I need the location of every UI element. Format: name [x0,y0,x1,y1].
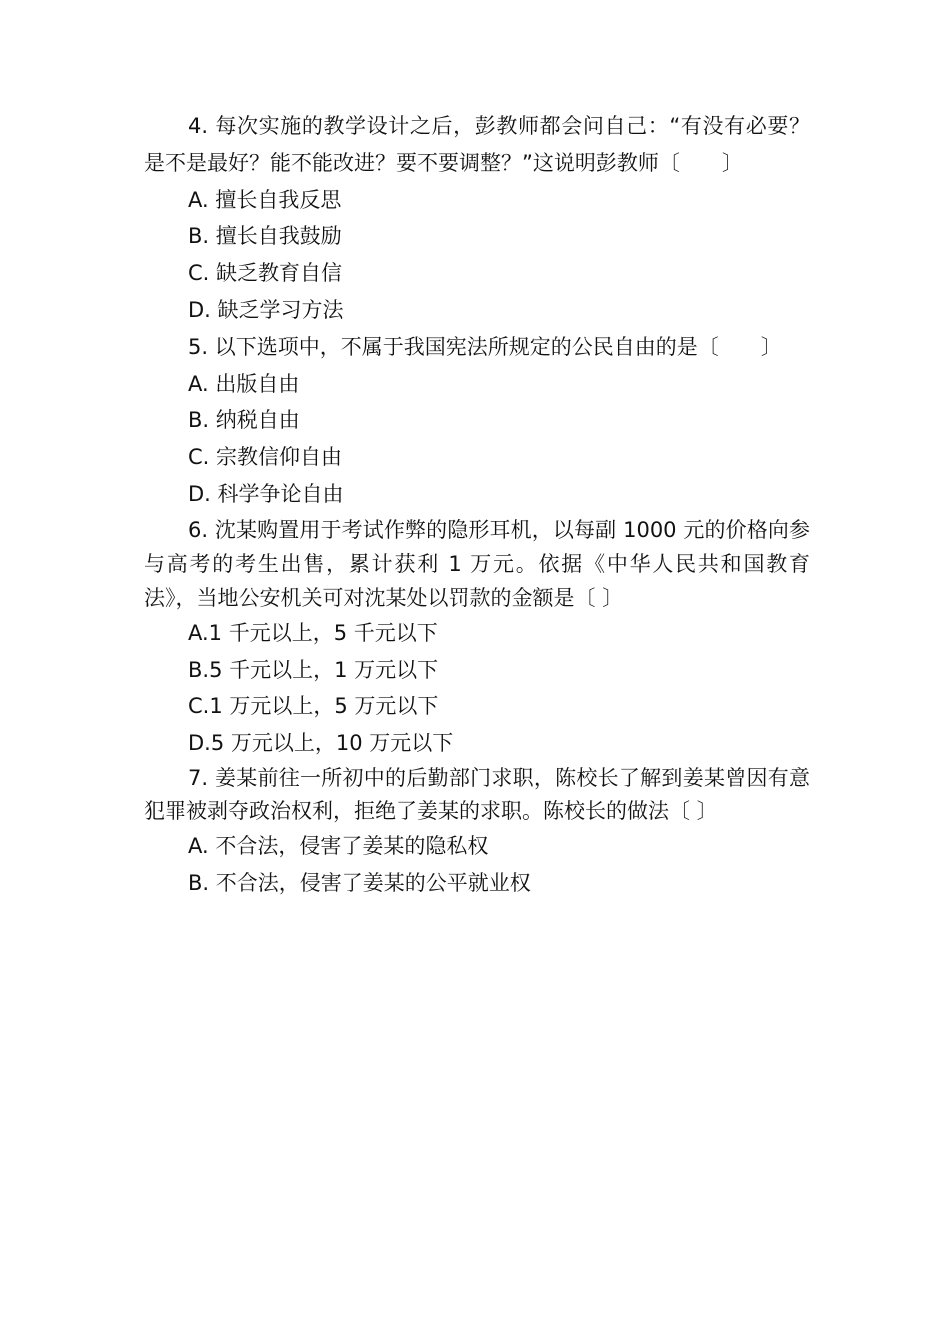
option-c: C.1 万元以上，5 万元以下 [188,694,439,719]
option-a: A. 出版自由 [188,371,300,396]
option-b: B. 擅长自我鼓励 [188,224,342,249]
question-5 [144,329,810,513]
option-d: D.5 万元以上，10 万元以下 [188,731,454,756]
question-4 [144,108,810,329]
option-d: D. 缺乏学习方法 [188,297,344,322]
option-c: C. 宗教信仰自由 [188,445,343,470]
option-a: A. 不合法，侵害了姜某的隐私权 [188,833,489,858]
question-list [144,108,810,902]
option-a: A.1 千元以上，5 千元以下 [188,620,438,645]
question-stem: 5. 以下选项中，不属于我国宪法所规定的公民自由的是〔 〕 [188,334,782,359]
question-stem: 6. 沈某购置用于考试作弊的隐形耳机，以每副 1000 元的价格向参与高考的考生出售，累计获利 1 万元。依据《中华人民共和国教育法》，当地公安机关可对沈某处以罚款的金额是〔 〕 [144,517,810,610]
option-d: D. 科学争论自由 [188,481,344,506]
question-stem: 4. 每次实施的教学设计之后，彭教师都会问自己：“有没有必要？是不是最好？能不能改进？要不要调整？”这说明彭教师〔 〕 [144,114,810,175]
option-a: A. 擅长自我反思 [188,187,342,212]
question-stem: 7. 姜某前往一所初中的后勤部门求职，陈校长了解到姜某曾因有意犯罪被剥夺政治权利，拒绝了姜某的求职。陈校长的做法〔 〕 [144,765,810,823]
option-c: C. 缺乏教育自信 [188,261,343,286]
option-b: B. 纳税自由 [188,408,300,433]
option-b: B. 不合法，侵害了姜某的公平就业权 [188,870,531,895]
option-b: B.5 千元以上，1 万元以下 [188,657,439,682]
question-6 [144,513,810,762]
question-7 [144,762,810,902]
